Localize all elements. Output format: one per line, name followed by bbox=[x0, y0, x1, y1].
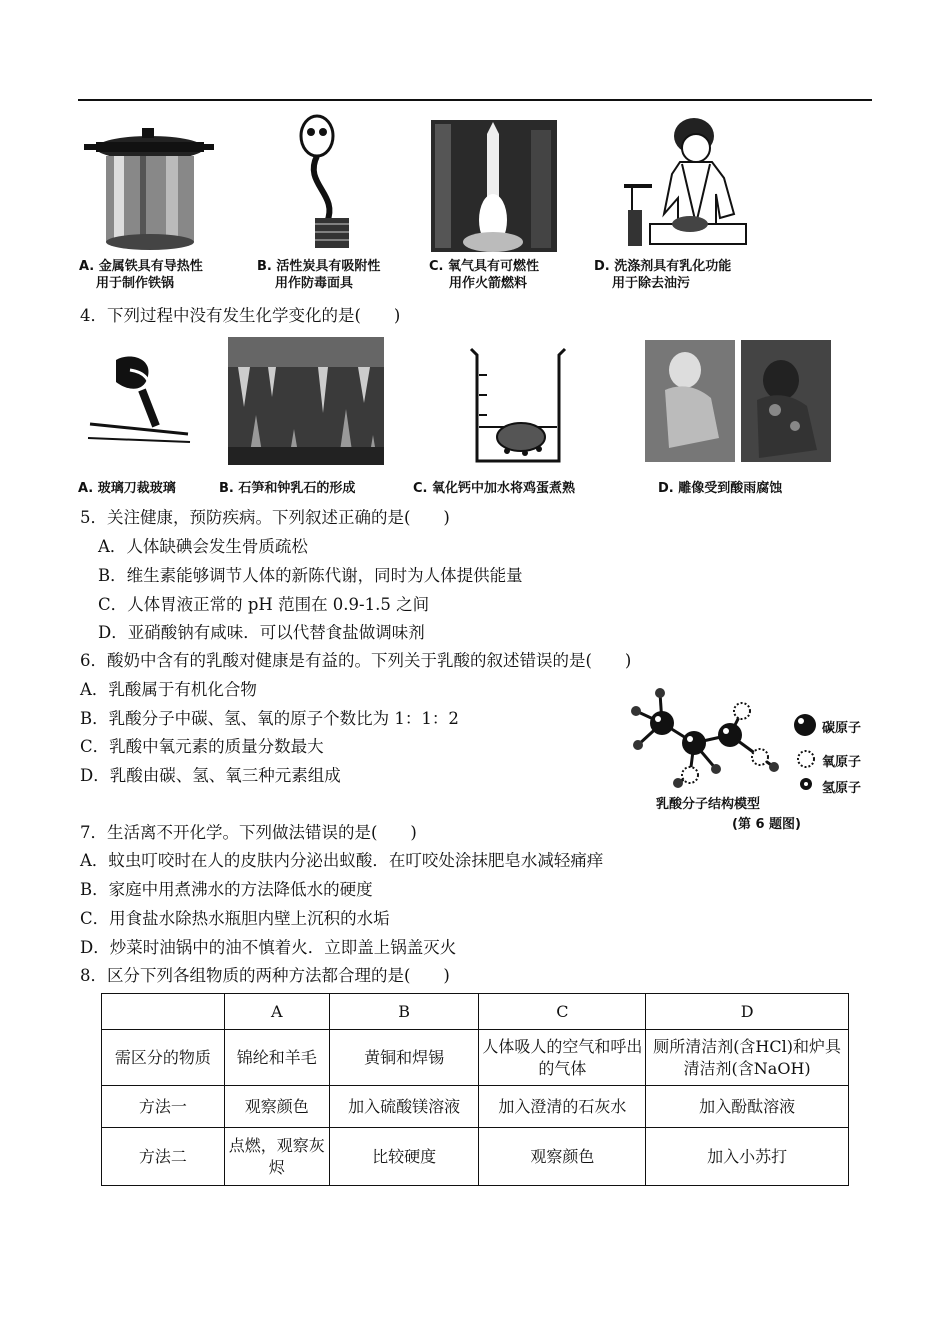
legend-hydrogen-label: 氢原子 bbox=[822, 781, 862, 796]
lactic-acid-molecule-model bbox=[628, 683, 788, 793]
q5-option-a: A．人体缺碘会发生骨质疏松 bbox=[98, 537, 308, 556]
table-cell: 加入澄清的石灰水 bbox=[479, 1086, 646, 1128]
q8-comparison-table bbox=[101, 993, 849, 1186]
q6-option-b: B．乳酸分子中碳、氢、氧的原子个数比为 1：1：2 bbox=[80, 709, 459, 728]
table-cell: 加入酚酞溶液 bbox=[646, 1086, 849, 1128]
table-cell: 需区分的物质 bbox=[102, 1030, 225, 1086]
gas-mask-image bbox=[293, 114, 363, 254]
q5-option-b: B．维生素能够调节人体的新陈代谢，同时为人体提供能量 bbox=[98, 566, 523, 585]
table-header-cell: D bbox=[646, 994, 849, 1030]
q7-option-a: A．蚊虫叮咬时在人的皮肤内分泌出蚁酸．在叮咬处涂抹肥皂水减轻痛痒 bbox=[80, 851, 604, 870]
q3-option-c-line2: 用作火箭燃料 bbox=[449, 276, 528, 291]
q4-stem: 4．下列过程中没有发生化学变化的是( ) bbox=[80, 306, 401, 325]
table-cell: 加入小苏打 bbox=[646, 1128, 849, 1186]
q3-option-b-line1: B. 活性炭具有吸附性 bbox=[257, 259, 381, 274]
beaker-egg-image bbox=[463, 345, 573, 467]
q8-stem: 8．区分下列各组物质的两种方法都合理的是( ) bbox=[80, 966, 450, 985]
q5-option-c: C．人体胃液正常的 pH 范围在 0.9-1.5 之间 bbox=[98, 595, 430, 614]
q3-option-b-line2: 用作防毒面具 bbox=[275, 276, 354, 291]
acid-rain-statue-image bbox=[645, 340, 831, 462]
pressure-cooker-image bbox=[84, 126, 214, 256]
q3-option-d-line1: D. 洗涤剂具有乳化功能 bbox=[594, 259, 732, 274]
q3-option-a-line1: A. 金属铁具有导热性 bbox=[79, 259, 203, 274]
glass-cutter-image bbox=[86, 350, 192, 446]
q3-option-c-line1: C. 氧气具有可燃性 bbox=[429, 259, 540, 274]
table-header-cell: C bbox=[479, 994, 646, 1030]
q4-option-d: D. 雕像受到酸雨腐蚀 bbox=[658, 481, 783, 496]
table-cell: 厕所清洁剂(含HCl)和炉具清洁剂(含NaOH) bbox=[646, 1030, 849, 1086]
table-cell: 观察颜色 bbox=[224, 1086, 329, 1128]
q6-option-c: C．乳酸中氧元素的质量分数最大 bbox=[80, 737, 324, 756]
table-row bbox=[102, 1128, 849, 1186]
table-cell: 方法一 bbox=[102, 1086, 225, 1128]
q7-stem: 7．生活离不开化学。下列做法错误的是( ) bbox=[80, 823, 417, 842]
table-header-cell: B bbox=[329, 994, 479, 1030]
legend-carbon-label: 碳原子 bbox=[822, 721, 862, 736]
oxygen-atom-legend-icon bbox=[796, 749, 816, 769]
rocket-launch-image bbox=[431, 120, 557, 252]
q5-stem: 5．关注健康，预防疾病。下列叙述正确的是( ) bbox=[80, 508, 450, 527]
hydrogen-atom-legend-icon bbox=[798, 776, 814, 792]
table-header-cell bbox=[102, 994, 225, 1030]
table-cell: 方法二 bbox=[102, 1128, 225, 1186]
q4-option-c: C. 氧化钙中加水将鸡蛋煮熟 bbox=[413, 481, 576, 496]
q6-option-d: D．乳酸由碳、氢、氧三种元素组成 bbox=[80, 766, 341, 785]
molecule-model-caption: 乳酸分子结构模型 bbox=[656, 797, 761, 812]
q5-option-d: D．亚硝酸钠有咸味．可以代替食盐做调味剂 bbox=[98, 623, 425, 642]
table-cell: 加入硫酸镁溶液 bbox=[329, 1086, 479, 1128]
q4-option-a: A. 玻璃刀裁玻璃 bbox=[78, 481, 176, 496]
table-cell: 锦纶和羊毛 bbox=[224, 1030, 329, 1086]
q7-option-d: D．炒菜时油锅中的油不慎着火．立即盖上锅盖灭火 bbox=[80, 938, 457, 957]
top-rule bbox=[78, 99, 872, 101]
table-row bbox=[102, 1086, 849, 1128]
table-cell: 点燃，观察灰烬 bbox=[224, 1128, 329, 1186]
table-header-cell: A bbox=[224, 994, 329, 1030]
q3-option-a-line2: 用于制作铁锅 bbox=[96, 276, 175, 291]
carbon-atom-legend-icon bbox=[793, 713, 817, 737]
table-cell: 人体吸人的空气和呼出的气体 bbox=[479, 1030, 646, 1086]
legend-oxygen-label: 氧原子 bbox=[822, 755, 862, 770]
table-cell: 比较硬度 bbox=[329, 1128, 479, 1186]
q6-option-a: A．乳酸属于有机化合物 bbox=[80, 680, 257, 699]
q7-option-c: C．用食盐水除热水瓶胆内壁上沉积的水垢 bbox=[80, 909, 390, 928]
table-cell: 观察颜色 bbox=[479, 1128, 646, 1186]
washing-dishes-image bbox=[620, 114, 748, 256]
q4-option-b: B. 石笋和钟乳石的形成 bbox=[219, 481, 356, 496]
stalactite-cave-image bbox=[228, 337, 384, 465]
q6-stem: 6．酸奶中含有的乳酸对健康是有益的。下列关于乳酸的叙述错误的是( ) bbox=[80, 651, 632, 670]
q7-option-b: B．家庭中用煮沸水的方法降低水的硬度 bbox=[80, 880, 373, 899]
table-row bbox=[102, 1030, 849, 1086]
table-cell: 黄铜和焊锡 bbox=[329, 1030, 479, 1086]
table-header-row bbox=[102, 994, 849, 1030]
figure-6-caption: (第 6 题图) bbox=[732, 817, 801, 832]
q3-option-d-line2: 用于除去油污 bbox=[612, 276, 691, 291]
